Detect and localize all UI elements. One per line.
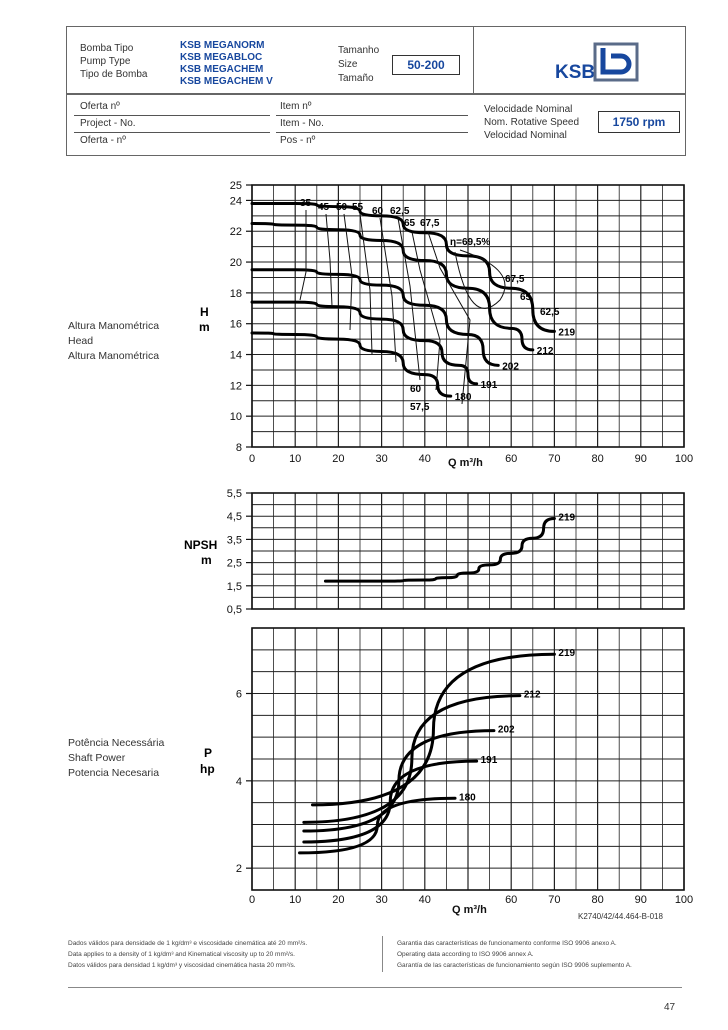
efficiency-label: 57,5 — [410, 402, 430, 413]
item-label-pt: Item nº — [280, 101, 312, 112]
curve-label-212: 212 — [523, 689, 541, 701]
efficiency-label: η=69,5% — [450, 237, 491, 248]
flow-axis-label: Q m³/h — [452, 904, 487, 916]
curve-180 — [300, 798, 456, 853]
y-tick-label: 20 — [229, 257, 242, 270]
y-tick-label: 5,5 — [226, 488, 242, 500]
footer-left-es: Datos válidos para densidad 1 kg/dm³ y viscosidad cinemática hasta 20 mm²/s. — [68, 962, 296, 969]
model-megabloc: KSB MEGABLOC — [180, 52, 263, 63]
footer-left-en: Data applies to a density of 1 kg/dm³ and Kinematical viscosity up to 20 mm²/s. — [68, 951, 295, 958]
y-tick-label: 18 — [229, 287, 242, 300]
iso-efficiency-line — [326, 214, 332, 306]
footer-right-es: Garantía de las características de funcionamiento según ISO 9906 suplemento A. — [397, 962, 632, 969]
x-tick-label: 80 — [591, 894, 604, 906]
footer-right-en: Operating data according to ISO 9906 annex A. — [397, 951, 534, 958]
efficiency-label: 62,5 — [390, 206, 410, 217]
flow-axis-label: Q m³/h — [448, 457, 483, 469]
power-unit: hp — [200, 762, 215, 776]
footer-left-pt: Dados válidos para densidade de 1 kg/dm³ e viscosidade cinemática até 20 mm²/s. — [68, 940, 308, 947]
y-tick-label: 14 — [229, 349, 242, 362]
y-tick-label: 16 — [229, 318, 242, 331]
x-tick-label: 10 — [289, 453, 302, 465]
footer-rule — [68, 987, 682, 988]
footer-right-pt: Garantia das características de funcionamento conforme ISO 9906 anexo A. — [397, 940, 617, 947]
y-tick-label: 2,5 — [226, 557, 242, 570]
size-label-es: Tamaño — [338, 73, 374, 84]
y-tick-label: 8 — [235, 442, 242, 454]
power-label-pt: Potência Necessária — [68, 737, 165, 749]
pump-type-label-en: Pump Type — [80, 56, 131, 67]
axis-unit-labels — [184, 305, 217, 776]
curve-label-180: 180 — [454, 392, 472, 404]
iso-efficiency-line — [300, 210, 306, 300]
curve-191 — [252, 302, 477, 384]
footer-left — [68, 938, 307, 971]
logo-text: KSB — [555, 62, 596, 82]
head-unit: m — [199, 320, 210, 334]
item-label-en: Item - No. — [280, 118, 324, 129]
y-tick-label: 10 — [229, 411, 242, 424]
npsh-symbol: NPSH — [184, 538, 218, 552]
efficiency-label: 60 — [410, 384, 422, 395]
x-tick-label: 10 — [289, 894, 302, 906]
npsh-unit: m — [201, 553, 212, 567]
reference-code: K2740/42/44.464-B-018 — [578, 912, 663, 921]
model-meganorm: KSB MEGANORM — [180, 40, 265, 51]
y-tick-label: 12 — [229, 380, 242, 393]
power-label-es: Potencia Necesaria — [68, 767, 160, 779]
x-tick-label: 30 — [375, 453, 388, 465]
efficiency-label: 65 — [520, 292, 532, 303]
power-chart — [236, 628, 693, 916]
model-megachem: KSB MEGACHEM — [180, 64, 264, 75]
curve-label-219: 219 — [558, 327, 576, 339]
x-tick-label: 90 — [634, 453, 647, 465]
efficiency-label: 67,5 — [420, 218, 440, 229]
curve-label-202: 202 — [502, 361, 519, 373]
efficiency-label: 45 — [318, 202, 330, 213]
footer-divider — [382, 936, 383, 972]
head-label-es: Altura Manométrica — [68, 350, 160, 362]
x-tick-label: 60 — [505, 453, 518, 465]
curve-label-202: 202 — [497, 724, 515, 736]
x-tick-label: 60 — [505, 894, 518, 906]
x-tick-label: 100 — [674, 453, 694, 465]
size-label-pt: Tamanho — [338, 45, 380, 56]
x-tick-label: 0 — [248, 453, 256, 465]
speed-value: 1750 rpm — [598, 111, 680, 133]
y-tick-label: 4,5 — [226, 511, 242, 524]
x-tick-label: 40 — [418, 453, 431, 465]
offer-label-pt: Oferta nº — [80, 101, 120, 112]
efficiency-label: 62,5 — [540, 307, 560, 318]
head-chart — [230, 180, 693, 469]
y-tick-label: 3,5 — [226, 534, 242, 547]
speed-label-es: Velocidad Nominal — [484, 130, 567, 141]
curve-label-191: 191 — [480, 755, 498, 767]
x-tick-label: 20 — [332, 894, 345, 906]
size-value: 50-200 — [392, 55, 460, 75]
y-tick-label: 1,5 — [226, 580, 242, 593]
x-tick-label: 80 — [591, 453, 604, 465]
offer-label-es: Oferta - nº — [80, 135, 126, 146]
x-tick-label: 30 — [375, 894, 388, 906]
speed-label-pt: Velocidade Nominal — [484, 104, 573, 115]
x-tick-label: 0 — [248, 894, 256, 906]
curve-label-191: 191 — [480, 379, 498, 391]
power-symbol: P — [204, 746, 213, 760]
pump-type-label-es: Tipo de Bomba — [80, 69, 148, 80]
footer-right — [397, 938, 632, 971]
y-tick-label: 22 — [229, 226, 242, 239]
x-tick-label: 90 — [634, 894, 647, 906]
npsh-chart — [227, 488, 684, 616]
efficiency-label: 50 — [336, 202, 348, 213]
speed-label-en: Nom. Rotative Speed — [484, 117, 580, 128]
efficiency-label: 65 — [404, 218, 416, 229]
efficiency-label: 35 — [300, 198, 312, 209]
efficiency-label: 60 — [372, 206, 384, 217]
pump-type-label-pt: Bomba Tipo — [80, 43, 134, 54]
power-label-en: Shaft Power — [68, 752, 126, 764]
curve-label-180: 180 — [459, 792, 476, 804]
page-number: 47 — [664, 1002, 676, 1013]
y-tick-label: 2 — [235, 863, 242, 876]
curve-219 — [312, 654, 554, 805]
x-tick-label: 100 — [674, 894, 694, 906]
y-tick-label: 25 — [229, 180, 242, 192]
y-tick-label: 4 — [235, 775, 242, 788]
y-tick-label: 6 — [235, 688, 242, 701]
curve-label-212: 212 — [536, 345, 554, 357]
y-tick-label: 0,5 — [226, 604, 242, 616]
x-tick-label: 70 — [548, 894, 561, 906]
curve-label-219: 219 — [558, 648, 576, 660]
x-tick-label: 70 — [548, 453, 561, 465]
x-tick-label: 20 — [332, 453, 345, 465]
y-tick-label: 24 — [229, 195, 242, 208]
offer-label-en: Project - No. — [80, 118, 136, 129]
efficiency-label: 55 — [352, 202, 364, 213]
head-label-en: Head — [68, 335, 94, 347]
x-tick-label: 40 — [418, 894, 431, 906]
size-label-en: Size — [338, 59, 358, 70]
head-symbol: H — [200, 305, 209, 319]
item-label-es: Pos - nº — [280, 135, 316, 146]
model-megachem-v: KSB MEGACHEM V — [180, 76, 273, 87]
head-label-pt: Altura Manométrica — [68, 320, 160, 332]
efficiency-label: 67,5 — [505, 274, 525, 285]
curve-label-219: 219 — [558, 512, 576, 524]
